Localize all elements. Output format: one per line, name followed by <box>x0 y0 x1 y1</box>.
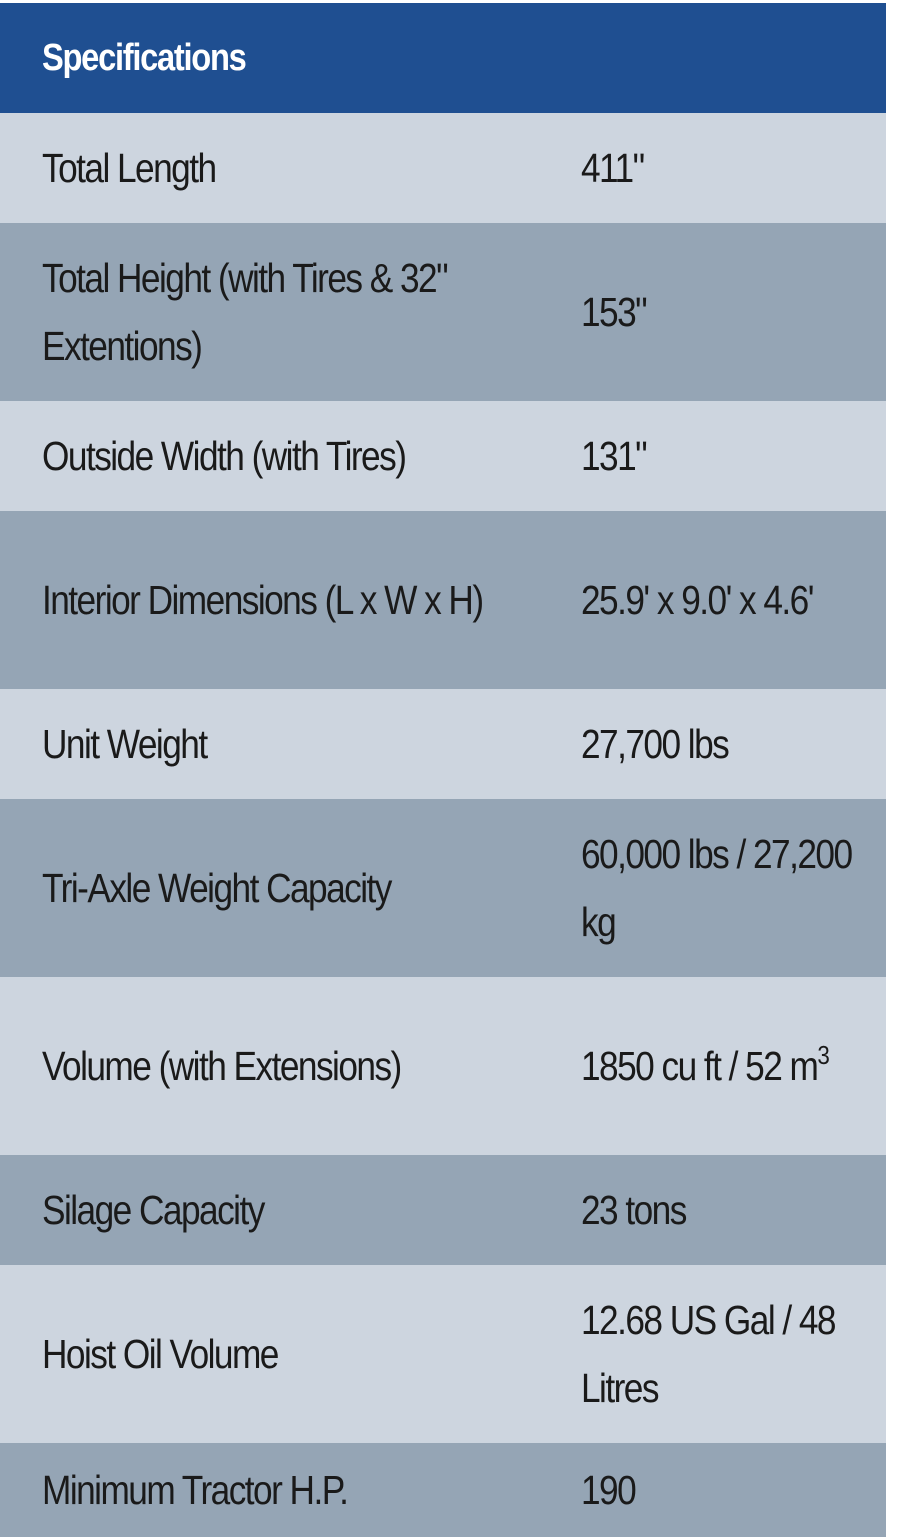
table-row <box>0 113 886 223</box>
spec-value: 1850 cu ft / 52 $m^3$ <box>581 1040 829 1089</box>
spec-value: 60,000 lbs / 27,200 kg <box>581 831 852 945</box>
spec-label: Interior Dimensions (L x W x H) <box>42 577 483 623</box>
spec-value: 190 <box>581 1467 636 1513</box>
spec-value: 131" <box>581 433 647 479</box>
spec-label: Silage Capacity <box>42 1187 264 1233</box>
spec-value: 23 tons <box>581 1187 686 1233</box>
table-row <box>0 511 886 689</box>
spec-label: Tri-Axle Weight Capacity <box>42 865 391 911</box>
table-row <box>0 1155 886 1265</box>
spec-label: Total Length <box>42 145 216 191</box>
table-row <box>0 689 886 799</box>
table-row <box>0 401 886 511</box>
specifications-title: Specifications <box>42 36 246 79</box>
table-row <box>0 1265 886 1443</box>
specifications-table <box>0 3 886 1537</box>
table-row <box>0 977 886 1155</box>
table-row <box>0 1443 886 1537</box>
table-row <box>0 223 886 401</box>
spec-value: 153" <box>581 289 647 335</box>
spec-value: 25.9' x 9.0' x 4.6' <box>581 577 813 623</box>
spec-value: 411" <box>581 145 644 191</box>
spec-label: Outside Width (with Tires) <box>42 433 406 479</box>
table-row <box>0 799 886 977</box>
spec-label: Volume (with Extensions) <box>42 1043 401 1089</box>
superscript-exponent: 3 <box>817 1040 829 1070</box>
spec-value: 12.68 US Gal / 48 Litres <box>581 1297 835 1411</box>
spec-label: Minimum Tractor H.P. <box>42 1467 348 1513</box>
spec-label: Unit Weight <box>42 721 207 767</box>
spec-label: Total Height (with Tires & 32" Extentions) <box>42 255 448 369</box>
specifications-header <box>0 3 886 113</box>
spec-value: 27,700 lbs <box>581 721 729 767</box>
spec-label: Hoist Oil Volume <box>42 1331 278 1377</box>
